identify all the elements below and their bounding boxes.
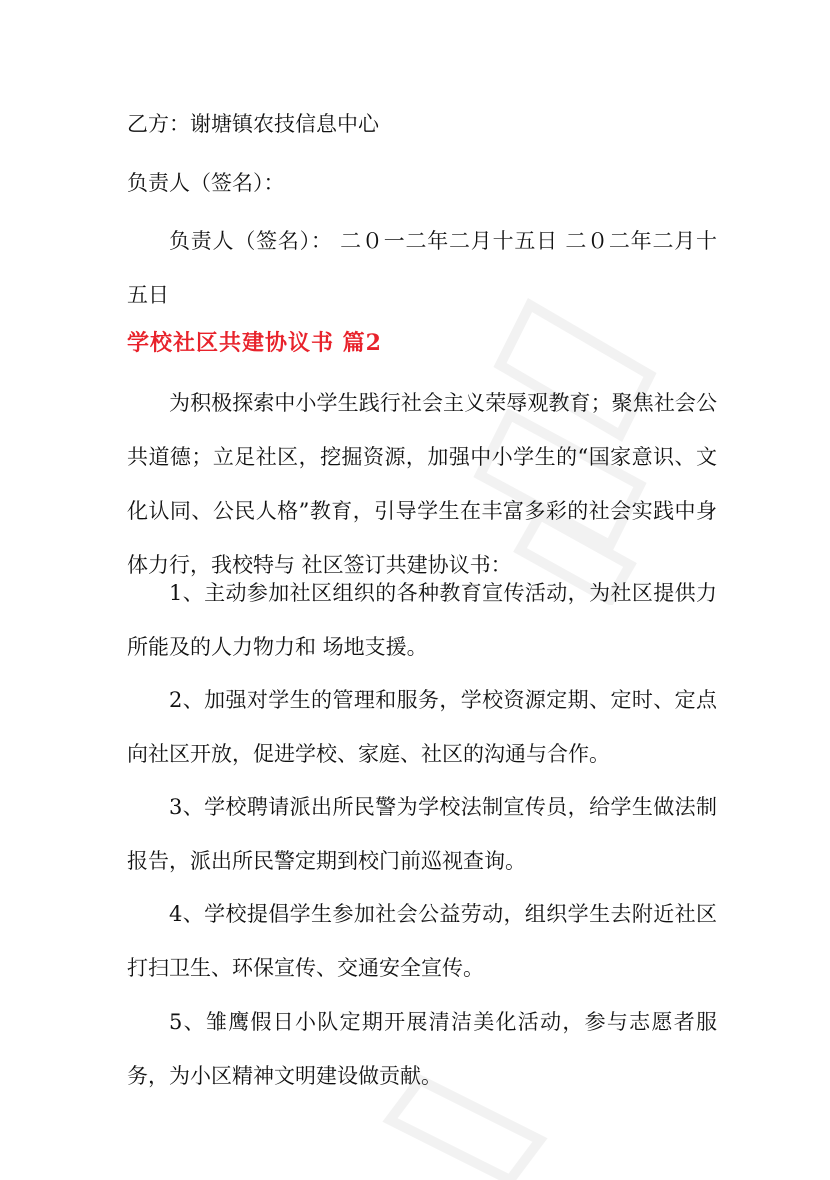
signer-date-line: 负责人（签名）： 二０一二年二月十五日 二０二年二月十五日 bbox=[127, 229, 717, 307]
party-b-line: 乙方：谢塘镇农技信息中心 bbox=[127, 112, 379, 136]
signer-line: 负责人（签名）： bbox=[127, 171, 285, 195]
agreement-item-1: 1、主动参加社区组织的各种教育宣传活动，为社区提供力所能及的人力物力和 场地支援。 bbox=[127, 581, 717, 659]
agreement-item-4: 4、学校提倡学生参加社会公益劳动，组织学生去附近社区打扫卫生、环保宣传、交通安全宣传。 bbox=[127, 902, 717, 980]
section-heading: 学校社区共建协议书 篇2 bbox=[127, 330, 382, 356]
agreement-item-3: 3、学校聘请派出所民警为学校法制宣传员，给学生做法制报告，派出所民警定期到校门前巡视查询。 bbox=[127, 795, 717, 873]
agreement-item-5: 5、雏鹰假日小队定期开展清洁美化活动，参与志愿者服务，为小区精神文明建设做贡献。 bbox=[127, 1010, 717, 1088]
intro-paragraph: 为积极探索中小学生践行社会主义荣辱观教育；聚焦社会公共道德；立足社区，挖掘资源，加强中小学生的“国家意识、文化认同、公民人格”教育，引导学生在丰富多彩的社会实践中身体力行，我校特与 社区签订共建协议书： bbox=[127, 391, 717, 577]
agreement-item-2: 2、加强对学生的管理和服务，学校资源定期、定时、定点向社区开放，促进学校、家庭、社区的沟通与合作。 bbox=[127, 688, 717, 766]
